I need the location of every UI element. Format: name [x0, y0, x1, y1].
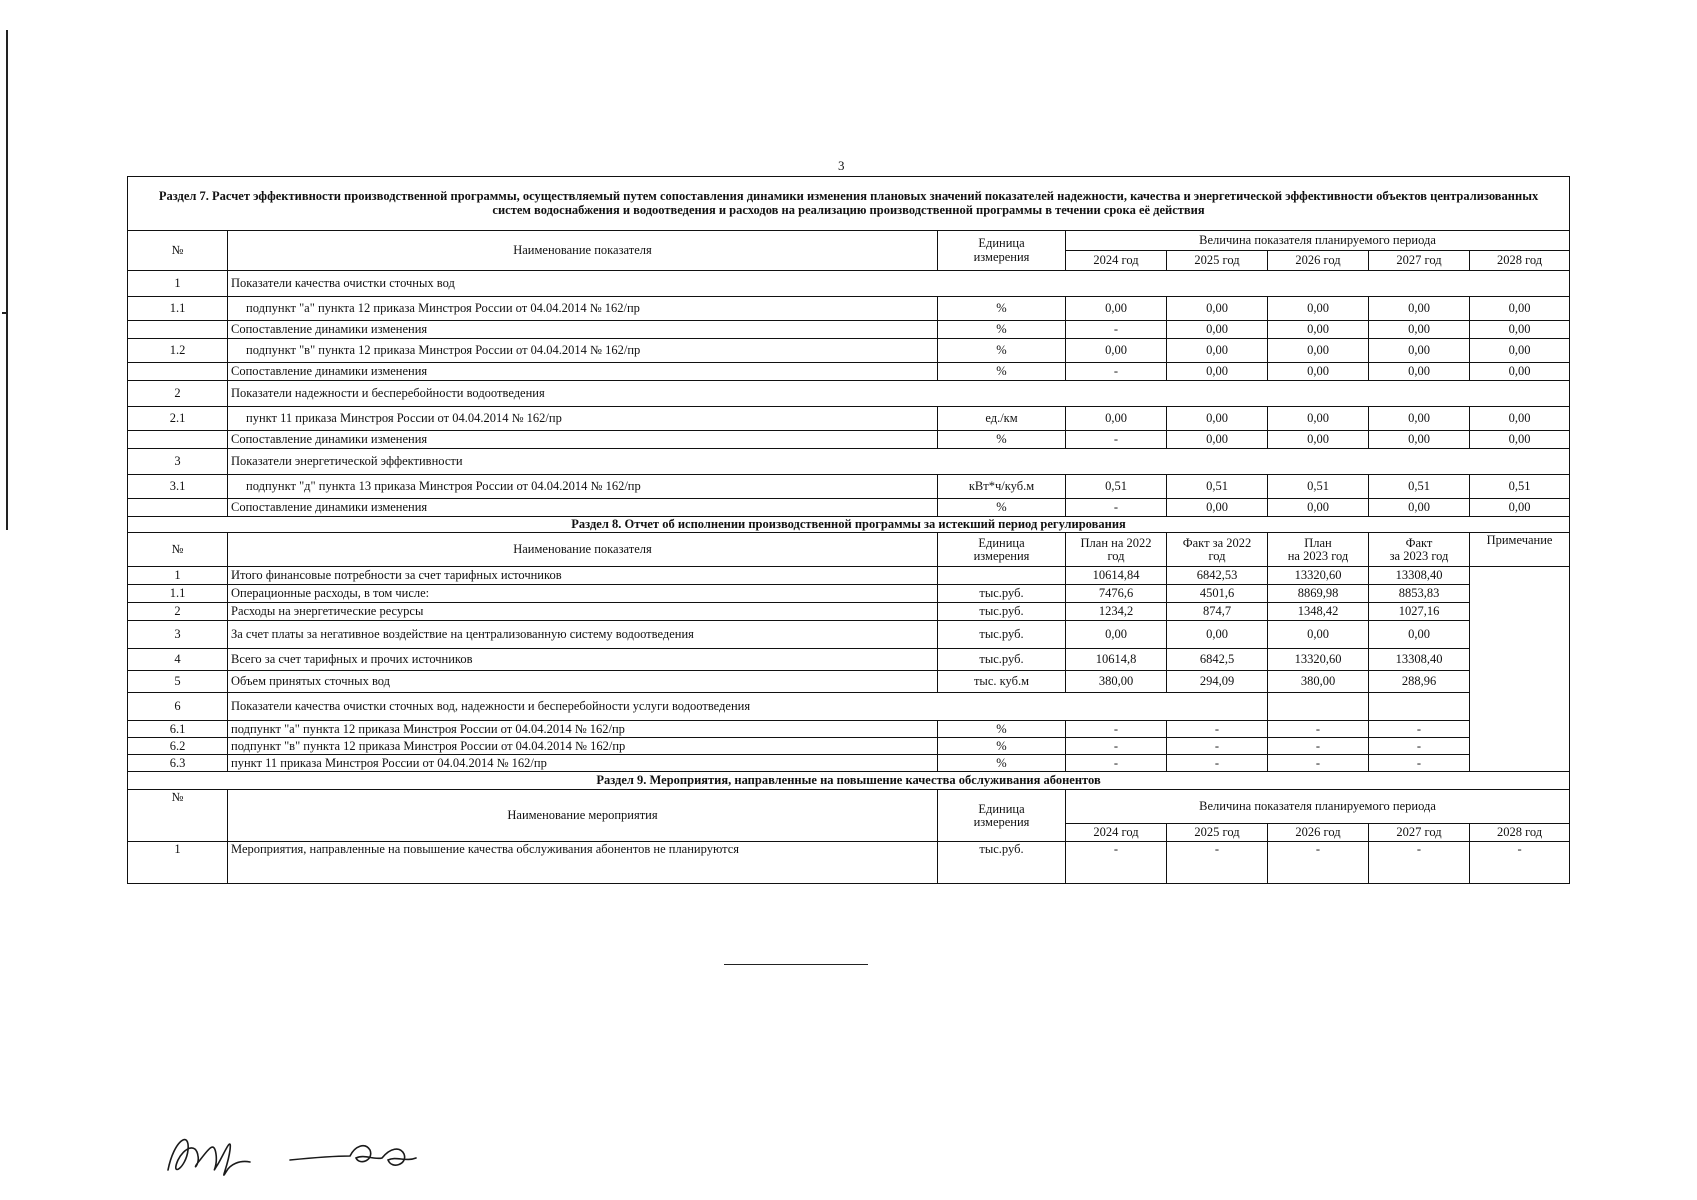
- group-row: [128, 271, 1570, 297]
- report-row: [128, 649, 1570, 671]
- bottom-divider: [724, 964, 868, 965]
- row-value: -: [1066, 721, 1167, 738]
- row-name: подпункт "а" пункта 12 приказа Минстроя России от 04.04.2014 № 162/пр: [228, 297, 938, 321]
- year-header: 2027 год: [1369, 251, 1470, 271]
- comparison-row: [128, 363, 1570, 381]
- row-num: 1.2: [128, 339, 228, 363]
- row-value: 0,00: [1167, 297, 1268, 321]
- row-value: 0,00: [1470, 499, 1570, 517]
- indicator-row: [128, 475, 1570, 499]
- row-value: 13320,60: [1268, 567, 1369, 585]
- measure-row: [128, 842, 1570, 884]
- row-name: Показатели качества очистки сточных вод, надежности и бесперебойности услуги водоотведения: [228, 693, 1268, 721]
- section9-title-row: [128, 772, 1570, 790]
- row-unit: тыс.руб.: [938, 649, 1066, 671]
- row-value: 0,51: [1268, 475, 1369, 499]
- section7-header-row: [128, 231, 1570, 251]
- empty-cell: [1369, 693, 1470, 721]
- row-num: 1.1: [128, 297, 228, 321]
- row-value: 0,00: [1066, 621, 1167, 649]
- row-value: -: [1066, 842, 1167, 884]
- year-header: 2026 год: [1268, 824, 1369, 842]
- report-table: [127, 176, 1570, 884]
- row-value: 0,00: [1167, 407, 1268, 431]
- row-num: 6.2: [128, 738, 228, 755]
- row-unit: %: [938, 755, 1066, 772]
- report-row: [128, 585, 1570, 603]
- row-value: 0,51: [1470, 475, 1570, 499]
- row-value: -: [1369, 755, 1470, 772]
- row-value: -: [1167, 842, 1268, 884]
- row-value: 0,00: [1369, 297, 1470, 321]
- row-value: 1348,42: [1268, 603, 1369, 621]
- report-row: [128, 603, 1570, 621]
- year-header: 2028 год: [1470, 251, 1570, 271]
- row-num: 4: [128, 649, 228, 671]
- report-row: [128, 738, 1570, 755]
- empty-cell: [1268, 693, 1369, 721]
- row-value: 13320,60: [1268, 649, 1369, 671]
- col-num-header: №: [128, 533, 228, 567]
- row-num: 2: [128, 381, 228, 407]
- row-name: Показатели надежности и бесперебойности водоотведения: [228, 381, 1570, 407]
- col-num-header: №: [128, 790, 228, 842]
- report-row: [128, 721, 1570, 738]
- row-name: пункт 11 приказа Минстроя России от 04.04.2014 № 162/пр: [228, 755, 938, 772]
- row-value: 0,51: [1167, 475, 1268, 499]
- row-value: -: [1066, 499, 1167, 517]
- row-value: 874,7: [1167, 603, 1268, 621]
- report-row: [128, 621, 1570, 649]
- row-unit: тыс. куб.м: [938, 671, 1066, 693]
- row-num: 3: [128, 449, 228, 475]
- row-value: 4501,6: [1167, 585, 1268, 603]
- row-value: 0,00: [1369, 363, 1470, 381]
- signature-1: [168, 1140, 250, 1176]
- row-value: -: [1268, 721, 1369, 738]
- period-header: Величина показателя планируемого периода: [1066, 231, 1570, 251]
- row-value: 0,00: [1470, 363, 1570, 381]
- row-num: 3: [128, 621, 228, 649]
- year-header: 2027 год: [1369, 824, 1470, 842]
- row-num: 3.1: [128, 475, 228, 499]
- row-value: 0,51: [1369, 475, 1470, 499]
- row-unit: тыс.руб.: [938, 585, 1066, 603]
- row-value: 0,00: [1268, 321, 1369, 339]
- row-value: 380,00: [1268, 671, 1369, 693]
- row-value: -: [1066, 431, 1167, 449]
- scan-edge-tick: [2, 312, 8, 314]
- row-name: Объем принятых сточных вод: [228, 671, 938, 693]
- col-unit-header: Единица измерения: [938, 533, 1066, 567]
- col-num-header: №: [128, 231, 228, 271]
- row-value: 0,00: [1167, 621, 1268, 649]
- row-value: 0,00: [1167, 339, 1268, 363]
- row-value: 0,00: [1268, 499, 1369, 517]
- row-value: 380,00: [1066, 671, 1167, 693]
- row-unit: %: [938, 363, 1066, 381]
- handwritten-signatures: [160, 1120, 460, 1190]
- row-value: 0,00: [1167, 321, 1268, 339]
- row-value: 0,51: [1066, 475, 1167, 499]
- row-value: -: [1066, 755, 1167, 772]
- year-header: 2024 год: [1066, 251, 1167, 271]
- row-num: 6: [128, 693, 228, 721]
- row-name: Сопоставление динамики изменения: [228, 499, 938, 517]
- row-name: Операционные расходы, в том числе:: [228, 585, 938, 603]
- year-header: 2028 год: [1470, 824, 1570, 842]
- row-value: 0,00: [1167, 431, 1268, 449]
- row-name: Показатели качества очистки сточных вод: [228, 271, 1570, 297]
- row-value: 8869,98: [1268, 585, 1369, 603]
- year-header: 2026 год: [1268, 251, 1369, 271]
- row-num: [128, 363, 228, 381]
- section9-title: Раздел 9. Мероприятия, направленные на повышение качества обслуживания абонентов: [128, 772, 1570, 790]
- row-num: [128, 321, 228, 339]
- row-value: 0,00: [1268, 339, 1369, 363]
- col-period-header: Факт за 2022 год: [1167, 533, 1268, 567]
- section8-title-row: [128, 517, 1570, 533]
- row-unit: тыс.руб.: [938, 603, 1066, 621]
- row-value: -: [1066, 738, 1167, 755]
- row-value: 0,00: [1066, 407, 1167, 431]
- row-value: 6842,5: [1167, 649, 1268, 671]
- row-value: 0,00: [1167, 499, 1268, 517]
- row-unit: %: [938, 321, 1066, 339]
- row-value: 1027,16: [1369, 603, 1470, 621]
- row-value: 1234,2: [1066, 603, 1167, 621]
- row-value: 10614,84: [1066, 567, 1167, 585]
- row-unit: %: [938, 297, 1066, 321]
- note-cell: [1470, 567, 1570, 772]
- row-num: 1: [128, 271, 228, 297]
- col-name-header: Наименование показателя: [228, 533, 938, 567]
- row-value: 6842,53: [1167, 567, 1268, 585]
- row-num: 1.1: [128, 585, 228, 603]
- row-num: 1: [128, 567, 228, 585]
- row-value: 0,00: [1369, 339, 1470, 363]
- section7-title-row: [128, 177, 1570, 231]
- row-name: Итого финансовые потребности за счет тарифных источников: [228, 567, 938, 585]
- row-value: 294,09: [1167, 671, 1268, 693]
- col-period-header: План на 2022 год: [1066, 533, 1167, 567]
- report-row: [128, 567, 1570, 585]
- row-num: 5: [128, 671, 228, 693]
- year-header: 2025 год: [1167, 251, 1268, 271]
- col-name-header: Наименование показателя: [228, 231, 938, 271]
- page-number: 3: [838, 158, 845, 173]
- row-value: 0,00: [1369, 321, 1470, 339]
- col-period-header: План на 2023 год: [1268, 533, 1369, 567]
- row-name: Всего за счет тарифных и прочих источников: [228, 649, 938, 671]
- col-period-header: Факт за 2023 год: [1369, 533, 1470, 567]
- row-value: 0,00: [1369, 621, 1470, 649]
- row-name: Расходы на энергетические ресурсы: [228, 603, 938, 621]
- row-value: -: [1066, 363, 1167, 381]
- row-name: За счет платы за негативное воздействие на централизованную систему водоотведения: [228, 621, 938, 649]
- row-value: 288,96: [1369, 671, 1470, 693]
- row-name: подпункт "а" пункта 12 приказа Минстроя России от 04.04.2014 № 162/пр: [228, 721, 938, 738]
- indicator-row: [128, 297, 1570, 321]
- col-note-header: Примечание: [1470, 533, 1570, 567]
- report-row: [128, 755, 1570, 772]
- col-unit-header: Единица измерения: [938, 790, 1066, 842]
- row-unit: %: [938, 499, 1066, 517]
- row-unit: %: [938, 738, 1066, 755]
- row-name: подпункт "в" пункта 12 приказа Минстроя России от 04.04.2014 № 162/пр: [228, 738, 938, 755]
- row-name: Сопоставление динамики изменения: [228, 321, 938, 339]
- section8-title: Раздел 8. Отчет об исполнении производственной программы за истекший период регулирования: [128, 517, 1570, 533]
- row-unit: ед./км: [938, 407, 1066, 431]
- row-value: 13308,40: [1369, 567, 1470, 585]
- row-num: 1: [128, 842, 228, 884]
- row-value: 0,00: [1470, 407, 1570, 431]
- row-value: -: [1369, 738, 1470, 755]
- section8-header-row: [128, 533, 1570, 567]
- row-value: 0,00: [1369, 407, 1470, 431]
- col-unit-header: Единица измерения: [938, 231, 1066, 271]
- row-value: 10614,8: [1066, 649, 1167, 671]
- row-num: 2: [128, 603, 228, 621]
- row-num: [128, 499, 228, 517]
- period-header: Величина показателя планируемого периода: [1066, 790, 1570, 824]
- row-value: 0,00: [1066, 339, 1167, 363]
- indicator-row: [128, 407, 1570, 431]
- row-value: 0,00: [1268, 297, 1369, 321]
- row-num: 6.3: [128, 755, 228, 772]
- row-value: -: [1369, 842, 1470, 884]
- group-row: [128, 381, 1570, 407]
- indicator-row: [128, 339, 1570, 363]
- comparison-row: [128, 499, 1570, 517]
- row-unit: тыс.руб.: [938, 842, 1066, 884]
- scan-edge-mark: [6, 30, 8, 530]
- row-value: 0,00: [1268, 407, 1369, 431]
- row-value: 0,00: [1167, 363, 1268, 381]
- row-name: подпункт "д" пункта 13 приказа Минстроя России от 04.04.2014 № 162/пр: [228, 475, 938, 499]
- row-value: 13308,40: [1369, 649, 1470, 671]
- row-unit: тыс.руб.: [938, 621, 1066, 649]
- row-value: -: [1268, 738, 1369, 755]
- row-value: -: [1369, 721, 1470, 738]
- group-row: [128, 693, 1570, 721]
- row-value: 0,00: [1369, 499, 1470, 517]
- row-value: 0,00: [1369, 431, 1470, 449]
- signature-2: [290, 1146, 416, 1165]
- row-value: 0,00: [1470, 339, 1570, 363]
- row-unit: [938, 567, 1066, 585]
- row-value: -: [1470, 842, 1570, 884]
- row-value: -: [1268, 755, 1369, 772]
- row-num: 6.1: [128, 721, 228, 738]
- row-value: 0,00: [1268, 431, 1369, 449]
- row-value: 0,00: [1268, 621, 1369, 649]
- row-unit: кВт*ч/куб.м: [938, 475, 1066, 499]
- comparison-row: [128, 321, 1570, 339]
- row-name: Сопоставление динамики изменения: [228, 431, 938, 449]
- year-header: 2025 год: [1167, 824, 1268, 842]
- report-row: [128, 671, 1570, 693]
- col-name-header: Наименование мероприятия: [228, 790, 938, 842]
- row-value: 0,00: [1470, 321, 1570, 339]
- row-name: подпункт "в" пункта 12 приказа Минстроя России от 04.04.2014 № 162/пр: [228, 339, 938, 363]
- row-num: [128, 431, 228, 449]
- row-name: Мероприятия, направленные на повышение качества обслуживания абонентов не планируются: [228, 842, 938, 884]
- row-value: -: [1167, 721, 1268, 738]
- row-value: -: [1066, 321, 1167, 339]
- row-value: 0,00: [1066, 297, 1167, 321]
- row-value: -: [1167, 738, 1268, 755]
- row-value: 0,00: [1268, 363, 1369, 381]
- row-num: 2.1: [128, 407, 228, 431]
- row-name: пункт 11 приказа Минстроя России от 04.04.2014 № 162/пр: [228, 407, 938, 431]
- section9-header-row: [128, 790, 1570, 824]
- row-value: -: [1167, 755, 1268, 772]
- year-header: 2024 год: [1066, 824, 1167, 842]
- row-value: -: [1268, 842, 1369, 884]
- row-unit: %: [938, 431, 1066, 449]
- row-unit: %: [938, 339, 1066, 363]
- row-unit: %: [938, 721, 1066, 738]
- row-value: 7476,6: [1066, 585, 1167, 603]
- row-value: 0,00: [1470, 297, 1570, 321]
- group-row: [128, 449, 1570, 475]
- section7-title: Раздел 7. Расчет эффективности производственной программы, осуществляемый путем сопоставления динамики изменения плановых значений показателей надежности, качества и энергетической эффективности объектов централизованных систем водоснабжения и водоотведения и расходов на реализацию производственной программы в течении срока её действия: [128, 177, 1570, 231]
- row-name: Показатели энергетической эффективности: [228, 449, 1570, 475]
- row-name: Сопоставление динамики изменения: [228, 363, 938, 381]
- row-value: 8853,83: [1369, 585, 1470, 603]
- row-value: 0,00: [1470, 431, 1570, 449]
- comparison-row: [128, 431, 1570, 449]
